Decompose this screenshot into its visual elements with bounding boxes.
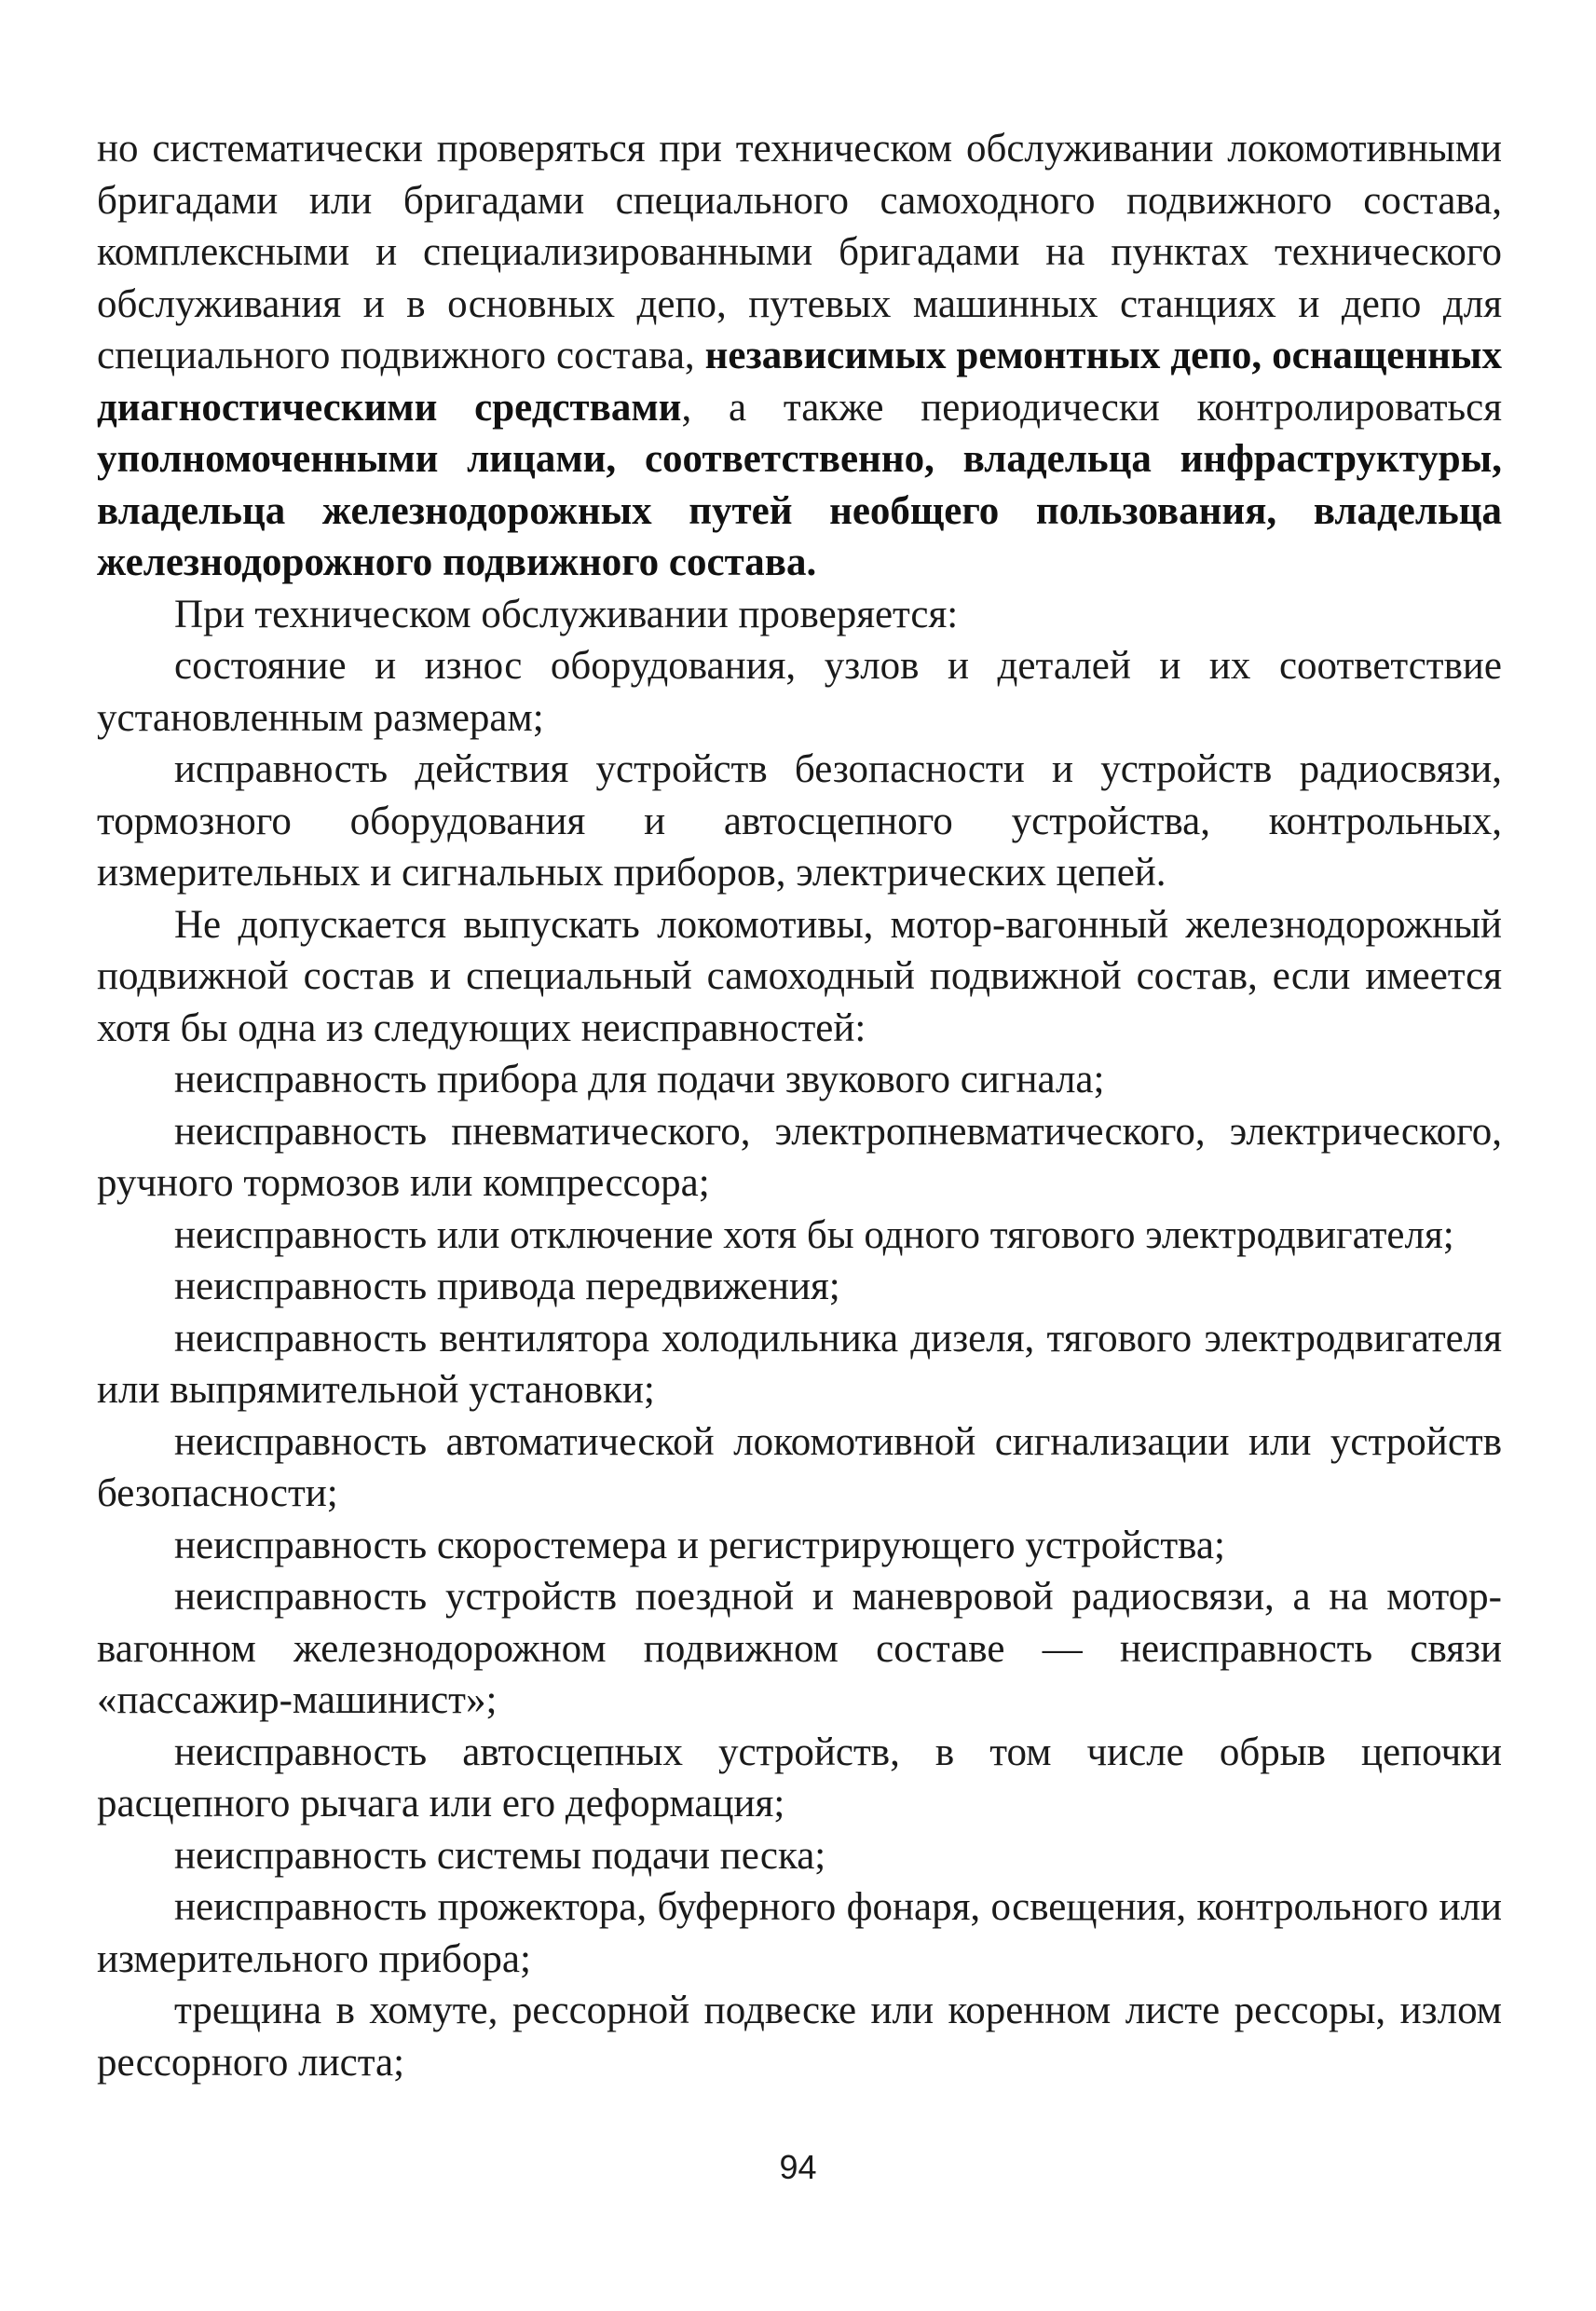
text-segment: неисправность устройств поездной и маневровой радиосвязи, а на мотор-вагонном железнодорожном подвижном составе — неисправность связи «пассажир-машинист»;	[97, 1575, 1502, 1722]
paragraph	[97, 123, 1502, 589]
text-segment: Не допускается выпускать локомотивы, мотор-вагонный железнодорожный подвижной состав и специальный самоходный подвижной состав, если имеется хотя бы одна из следующих неисправностей:	[97, 902, 1502, 1050]
text-segment: неисправность автоматической локомотивной сигнализации или устройств безопасности;	[97, 1419, 1502, 1515]
list-paragraph	[97, 1106, 1502, 1210]
text-segment: , а также периодически контролироваться	[681, 385, 1502, 430]
list-paragraph	[97, 1830, 1502, 1882]
text-segment: неисправность привода передвижения;	[174, 1265, 840, 1308]
list-paragraph	[97, 1416, 1502, 1520]
text-segment: исправность действия устройств безопасности и устройств радиосвязи, тормозного оборудования и автосцепного устройства, контрольных, измерительных и сигнальных приборов, электрических цепей.	[97, 747, 1502, 895]
list-paragraph	[97, 744, 1502, 899]
text-segment: состояние и износ оборудования, узлов и деталей и их соответствие установленным размерам;	[97, 644, 1502, 740]
paragraph	[97, 899, 1502, 1055]
list-paragraph	[97, 1261, 1502, 1313]
list-paragraph	[97, 1313, 1502, 1416]
text-segment: неисправность прибора для подачи звукового сигнала;	[174, 1058, 1105, 1101]
bold-text-segment: уполномоченными лицами, соответственно, владельца инфраструктуры, владельца железнодорожных путей необщего пользования, владельца железнодорожного подвижного состава.	[97, 437, 1502, 584]
text-segment: неисправность автосцепных устройств, в том числе обрыв цепочки расцепного рычага или его деформация;	[97, 1730, 1502, 1826]
list-paragraph	[97, 1881, 1502, 1985]
list-paragraph	[97, 1054, 1502, 1106]
list-paragraph	[97, 1210, 1502, 1262]
page-number: 94	[779, 2148, 817, 2186]
text-segment: неисправность пневматического, электропневматического, электрического, ручного тормозов или компрессора;	[97, 1109, 1502, 1205]
bold-text-segment: независимых ремонтных депо, оснащенных диагностическими средствами	[97, 334, 1502, 430]
list-paragraph	[97, 1520, 1502, 1572]
page-body	[97, 123, 1502, 2088]
list-paragraph	[97, 1571, 1502, 1727]
paragraph	[97, 589, 1502, 641]
list-paragraph	[97, 1985, 1502, 2088]
text-segment: неисправность системы подачи песка;	[174, 1833, 826, 1878]
list-paragraph	[97, 1727, 1502, 1830]
text-segment: неисправность или отключение хотя бы одного тягового электродвигателя;	[174, 1212, 1454, 1257]
text-segment: При техническом обслуживании проверяется:	[174, 592, 959, 636]
text-segment: трещина в хомуте, рессорной подвеске или коренном листе рессоры, излом рессорного листа;	[97, 1989, 1502, 2085]
text-segment: неисправность скоростемера и регистрирующего устройства;	[174, 1523, 1225, 1567]
text-segment: неисправность прожектора, буферного фонаря, освещения, контрольного или измерительного прибора;	[97, 1885, 1502, 1981]
text-segment: но систематически проверяться при техническом обслуживании локомотивными бригадами или бригадами специального самоходного подвижного состава, комплексными и специализированными бригадами на пунктах технического обслуживания и в основных депо, путевых машинных станциях и депо для специального подвижного состава,	[97, 127, 1502, 377]
list-paragraph	[97, 640, 1502, 744]
text-segment: неисправность вентилятора холодильника дизеля, тягового электродвигателя или выпрямительной установки;	[97, 1316, 1502, 1412]
